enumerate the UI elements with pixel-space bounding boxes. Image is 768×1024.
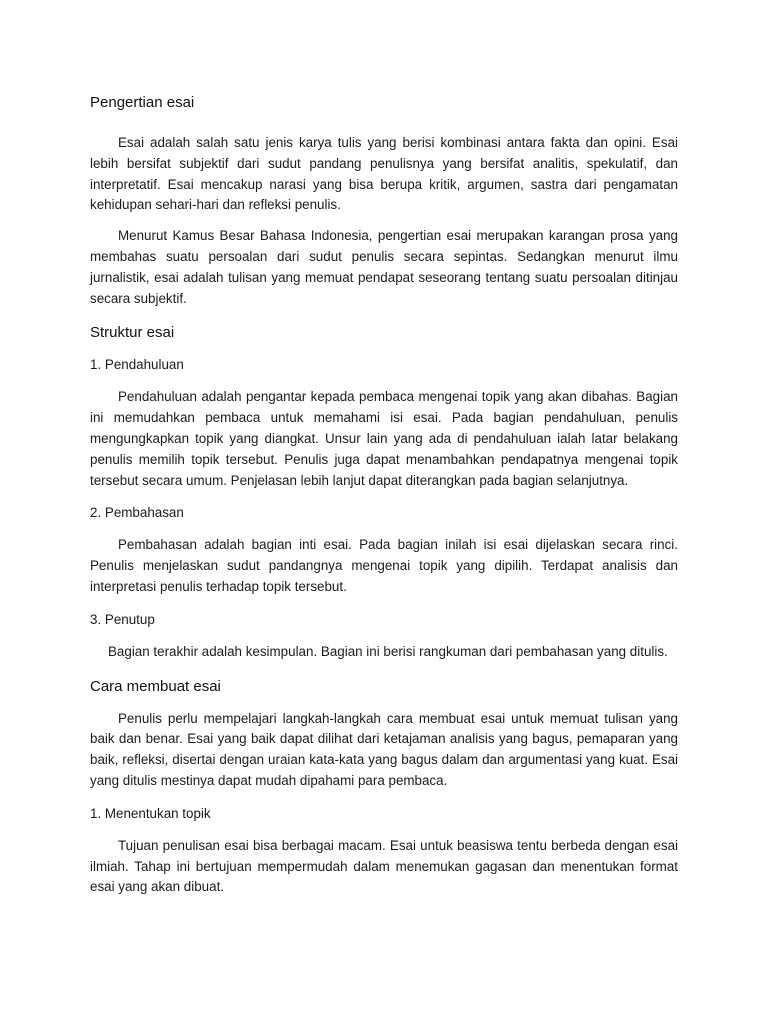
heading-pengertian-esai: Pengertian esai bbox=[90, 94, 195, 111]
heading-struktur-esai: Struktur esai bbox=[90, 324, 175, 342]
paragraph-pendahuluan: Pendahuluan adalah pengantar kepada pembaca mengenai topik yang akan dibahas. Bagian ini memudahkan pembaca untuk memahami isi esai. Pada bagian pendahuluan, penulis mengungkapkan topik yang diangkat. Unsur lain yang ada di pendahuluan ialah latar belakang penulis memilih topik tersebut. Penulis juga dapat menambahkan pendapatnya mengenai topik tersebut secara umum. Penjelasan lebih lanjut dapat diterangkan pada bagian selanjutnya. bbox=[90, 389, 678, 488]
subheading-pembahasan: 2. Pembahasan bbox=[90, 505, 184, 521]
paragraph-penutup: Bagian terakhir adalah kesimpulan. Bagian ini berisi rangkuman dari pembahasan yang ditulis. bbox=[108, 643, 668, 659]
paragraph-pembahasan: Pembahasan adalah bagian inti esai. Pada bagian inilah isi esai dijelaskan secara rinci. Penulis menjelaskan sudut pandangnya mengenai topik yang dipilih. Terdapat analisis dan interpretasi penulis terhadap topik tersebut. bbox=[90, 537, 678, 594]
subheading-pendahuluan: 1. Pendahuluan bbox=[90, 357, 184, 373]
paragraph-definisi-esai: Esai adalah salah satu jenis karya tulis yang berisi kombinasi antara fakta dan opini. Esai lebih bersifat subjektif dari sudut pandang penulisnya yang bersifat analitis, spekulatif, dan interpretatif. Esai mencakup narasi yang bisa berupa kritik, argumen, sastra dari pengamatan kehidupan sehari-hari dan refleksi penulis. bbox=[90, 135, 678, 213]
subheading-menentukan-topik: 1. Menentukan topik bbox=[90, 805, 211, 821]
subheading-penutup: 3. Penutup bbox=[90, 611, 155, 627]
paragraph-menentukan-topik: Tujuan penulisan esai bisa berbagai macam. Esai untuk beasiswa tentu berbeda dengan esai ilmiah. Tahap ini bertujuan mempermudah dalam menemukan gagasan dan menentukan format esai yang akan dibuat. bbox=[90, 837, 678, 895]
document-page bbox=[90, 93, 678, 898]
paragraph-kbbi-esai: Menurut Kamus Besar Bahasa Indonesia, pengertian esai merupakan karangan prosa yang membahas suatu persoalan dari sudut penulis secara sepintas. Sedangkan menurut ilmu jurnalistik, esai adalah tulisan yang memuat pendapat seseorang tentang suatu persoalan ditinjau secara subjektif. bbox=[90, 228, 678, 306]
paragraph-cara-membuat: Penulis perlu mempelajari langkah-langkah cara membuat esai untuk memuat tulisan yang baik dan benar. Esai yang baik dapat dilihat dari ketajaman analisis yang bagus, pemaparan yang baik, refleksi, disertai dengan uraian kata-kata yang bagus dalam dan argumentasi yang kuat. Esai yang ditulis mestinya dapat mudah dipahami para pembaca. bbox=[90, 710, 678, 788]
heading-cara-membuat-esai: Cara membuat esai bbox=[90, 677, 221, 695]
